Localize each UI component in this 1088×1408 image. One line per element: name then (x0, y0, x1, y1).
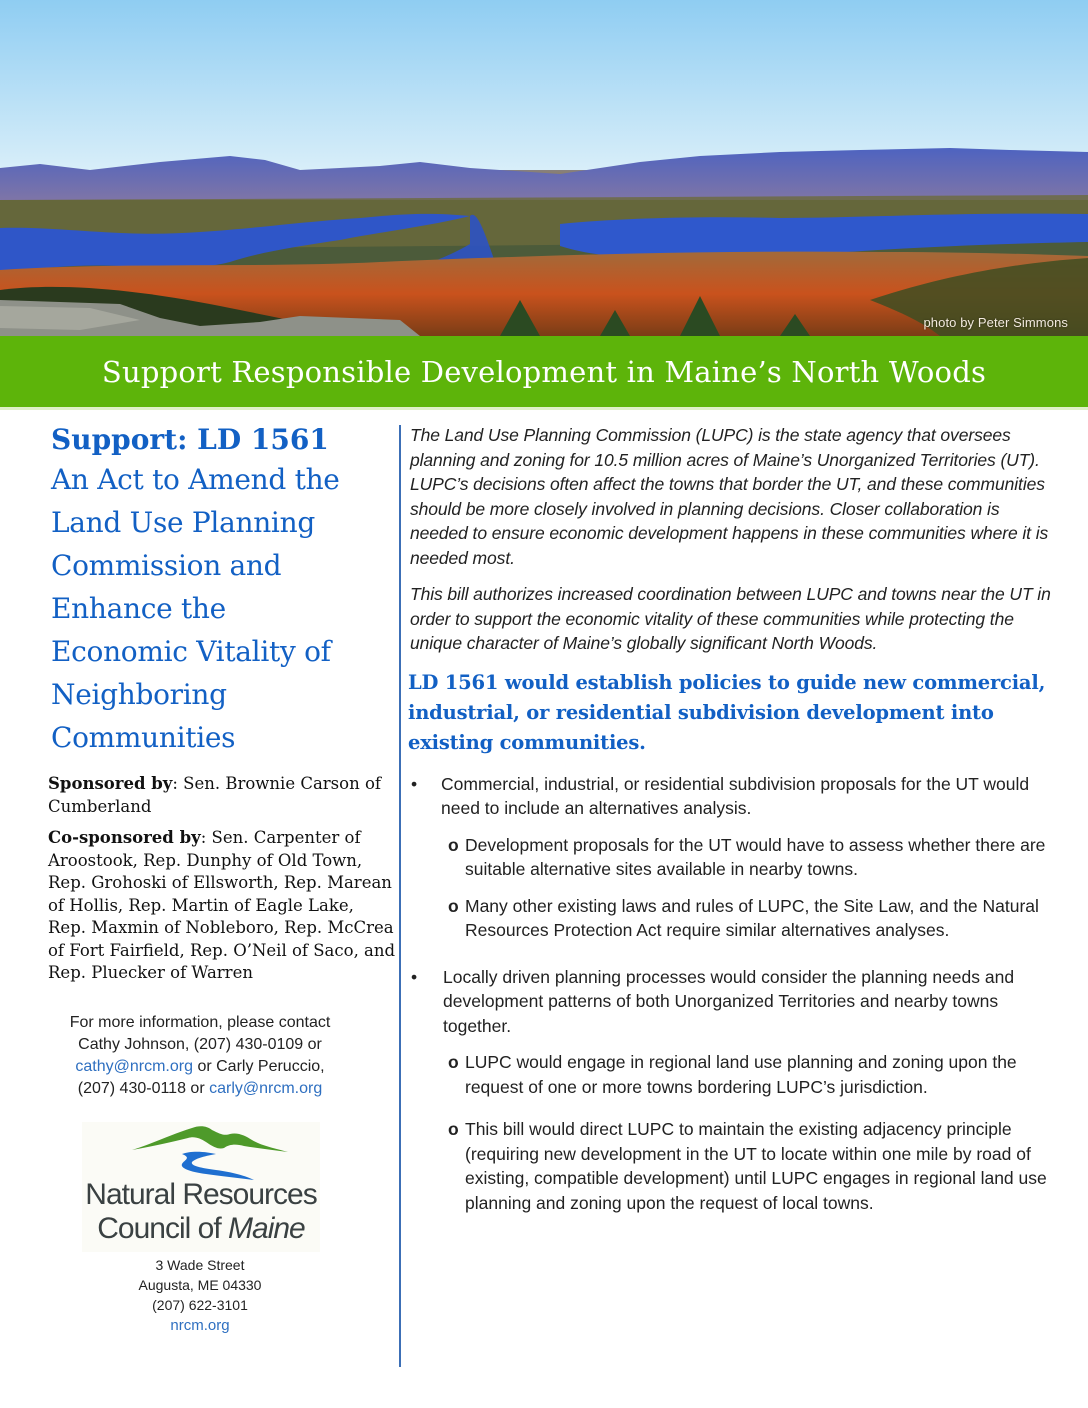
website-link[interactable]: nrcm.org (170, 1317, 230, 1334)
sub-bullet-icon: o (448, 895, 459, 916)
contact-info (40, 1012, 360, 1100)
logo-name-line1: Natural Resources (85, 1178, 317, 1211)
banner-underline (0, 407, 1088, 410)
hero-photo (0, 0, 1088, 336)
cosponsored-label: Co-sponsored by (48, 828, 201, 847)
logo-text: Council of (97, 1212, 229, 1245)
sponsored-text: : Sen. Brownie Carson of Cumberland (48, 774, 381, 816)
sub-bullet-text: This bill would direct LUPC to maintain the existing adjacency principle (requiring new development in the UT to locate within one mile by road of existing, compatible development) until LUPC engages in regional land use planning and zoning upon the request of local towns. (465, 1119, 1047, 1213)
bullet-item (410, 965, 1060, 1039)
act-title-line: Land Use Planning (51, 506, 315, 539)
sub-bullet-text: Many other existing laws and rules of LUPC, the Site Law, and the Natural Resources Protection Act require similar alternatives analyses. (465, 895, 1039, 940)
sub-bullet-icon: o (448, 1119, 459, 1139)
street: 3 Wade Street (155, 1257, 245, 1273)
bullet-icon: • (411, 773, 418, 794)
nrcm-logo (82, 1122, 320, 1252)
address-block (40, 1255, 360, 1336)
mountain-icon (132, 1126, 288, 1152)
sub-bullet-icon: o (448, 834, 459, 855)
act-title-line: Enhance the (51, 592, 226, 625)
act-title-line: Commission and (51, 549, 282, 582)
column-divider (399, 425, 401, 1367)
sub-bullet-item (410, 1050, 1060, 1099)
bullet-item (410, 772, 1060, 821)
sub-bullet-text: LUPC would engage in regional land use planning and zoning upon the request of one or more towns bordering LUPC’s jurisdiction. (465, 1052, 1017, 1097)
main-content (410, 423, 1060, 1227)
landscape-illustration (0, 0, 1088, 336)
logo-text-maine: Maine (228, 1212, 305, 1245)
contact-text: (207) 430-0118 or (77, 1080, 210, 1097)
river-icon (182, 1152, 254, 1180)
sub-bullet-text: Development proposals for the UT would have to assess whether there are suitable alternative sites available in nearby towns. (465, 834, 1046, 879)
logo-name-line2 (82, 1212, 320, 1246)
act-title (51, 458, 391, 759)
contact-text: or Carly Peruccio, (193, 1058, 325, 1075)
act-title-line: Economic Vitality of (51, 635, 331, 668)
sub-bullet-item (410, 894, 1060, 943)
callout-heading: LD 1561 would establish policies to guide new commercial, industrial, or residential subdivision development into existing communities. (408, 670, 1046, 754)
intro-paragraph: This bill authorizes increased coordination between LUPC and towns near the UT in order to support the economic vitality of these communities while protecting the unique character of Maine’s globally significant North Woods. (410, 584, 1051, 653)
contact-line: Cathy Johnson, (207) 430-0109 or (78, 1036, 322, 1053)
sub-bullet-item (410, 1117, 1060, 1215)
email-link-carly[interactable]: carly@nrcm.org (209, 1080, 323, 1097)
banner-title: Support Responsible Development in Maine’s North Woods (101, 354, 987, 389)
bullet-icon: • (411, 966, 418, 987)
bullet-text: Commercial, industrial, or residential subdivision proposals for the UT would need to include an alternatives analysis. (441, 773, 1030, 818)
act-title-line: Neighboring (51, 678, 227, 711)
contact-line (40, 1056, 360, 1078)
title-banner (0, 336, 1088, 407)
sub-bullet-icon: o (448, 1052, 459, 1072)
sponsors-block (48, 773, 396, 994)
bullet-text: Locally driven planning processes would consider the planning needs and development patterns of both Unorganized Territories and nearby towns together. (443, 966, 1015, 1036)
cosponsored-text: : Sen. Carpenter of Aroostook, Rep. Dunphy of Old Town, Rep. Grohoski of Ellsworth, Rep. Marean of Hollis, Rep. Martin of Eagle Lake, Rep. Maxmin of Nobleboro, Rep. McCrea of Fort Fairfield, Rep. O’Neil of Saco, and Rep. Pluecker of Warren (48, 828, 396, 982)
sponsored-by (48, 773, 396, 818)
act-title-line: An Act to Amend the (51, 463, 340, 496)
act-title-line: Communities (51, 721, 236, 754)
bill-heading-block (51, 422, 391, 759)
email-link-cathy[interactable]: cathy@nrcm.org (75, 1058, 193, 1075)
contact-line (40, 1078, 360, 1100)
sponsored-label: Sponsored by (48, 774, 173, 793)
contact-line: For more information, please contact (69, 1014, 331, 1031)
sub-bullet-item (410, 833, 1060, 882)
mountain-river-icon (112, 1122, 292, 1182)
phone: (207) 622-3101 (152, 1297, 248, 1313)
cosponsored-by (48, 827, 396, 985)
city: Augusta, ME 04330 (138, 1277, 262, 1293)
intro-paragraph: The Land Use Planning Commission (LUPC) is the state agency that oversees planning and zoning for 10.5 million acres of Maine’s Unorganized Territories (UT). LUPC’s decisions often affect the towns that border the UT, and these communities should be more closely involved in planning decisions. Closer collaboration is needed to ensure economic development happens in these communities where it is needed most. (410, 425, 1049, 568)
photo-credit: photo by Peter Simmons (923, 315, 1068, 330)
support-title: Support: LD 1561 (51, 423, 329, 456)
